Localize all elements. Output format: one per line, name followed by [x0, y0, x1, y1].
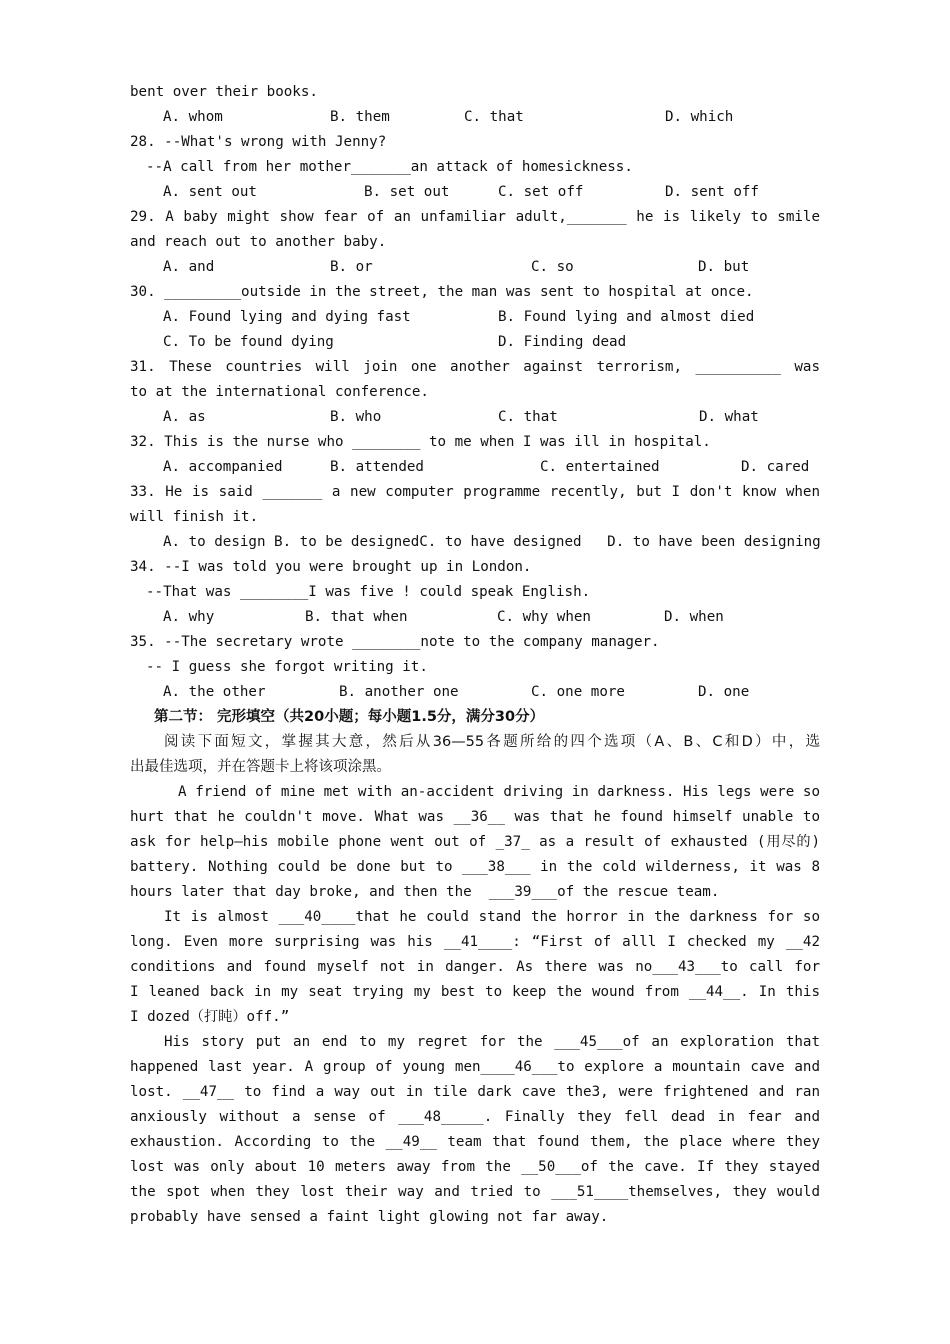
- option-d: D. Finding dead: [498, 334, 627, 350]
- option-d: D. cared: [741, 459, 810, 475]
- q29-options: [130, 255, 820, 280]
- option-d: D. one: [698, 684, 750, 700]
- passage-line: His story put an end to my regret for the ___45___of an exploration that: [164, 1034, 820, 1050]
- q30-options-row1: [130, 305, 820, 330]
- passage-line: long. Even more surprising was his __41____: “First of alll I checked my __42: [130, 934, 820, 950]
- section-instructions: 阅读下面短文，掌握其大意，然后从36—55各题所给的四个选项（A、B、C和D）中，选: [164, 734, 820, 750]
- question-32-stem: 32. This is the nurse who ________ to me when I was ill in hospital.: [130, 434, 711, 450]
- question-28-reply: --A call from her mother_______an attack of homesickness.: [146, 159, 633, 175]
- document-page: [130, 80, 820, 1230]
- option-a: A. why: [163, 609, 215, 625]
- question-28-stem: 28. --What's wrong with Jenny?: [130, 134, 387, 150]
- passage-line: I leaned back in my seat trying my best to keep the wound from __44__. In this: [130, 984, 820, 1000]
- passage-line: It is almost ___40____that he could stand the horror in the darkness for so: [164, 909, 820, 925]
- option-d: D. sent off: [665, 184, 759, 200]
- q33-options: [130, 530, 820, 555]
- section-title: 第二节： 完形填空（共20小题；每小题1.5分，满分30分）: [154, 709, 545, 725]
- option-c: C. entertained: [540, 459, 660, 475]
- option-c: C. that: [464, 109, 524, 125]
- option-c: C. To be found dying: [163, 334, 334, 350]
- option-c: C. one more: [531, 684, 625, 700]
- question-30-stem: 30. _________outside in the street, the man was sent to hospital at once.: [130, 284, 754, 300]
- option-b: B. them: [330, 109, 390, 125]
- question-34-stem: 34. --I was told you were brought up in London.: [130, 559, 532, 575]
- question-34-reply: --That was ________I was five ! could speak English.: [146, 584, 591, 600]
- passage-line: A friend of mine met with an-accident driving in darkness. His legs were so: [178, 784, 820, 800]
- option-a: A. Found lying and dying fast: [163, 309, 411, 325]
- option-d: D. which: [665, 109, 734, 125]
- option-a: A. and: [163, 259, 215, 275]
- section-instructions-cont: 出最佳选项，并在答题卡上将该项涂黑。: [130, 759, 391, 775]
- option-a: A. the other: [163, 684, 266, 700]
- passage-line: anxiously without a sense of ___48_____. Finally they fell dead in fear and: [130, 1109, 820, 1125]
- option-b: B. who: [330, 409, 382, 425]
- options-line: A. to design B. to be designedC. to have designed D. to have been designing: [163, 534, 821, 550]
- option-b: B. or: [330, 259, 373, 275]
- passage-line: probably have sensed a faint light glowing not far away.: [130, 1209, 609, 1225]
- passage-line: I dozed（打盹）off.”: [130, 1009, 290, 1025]
- option-a: A. whom: [163, 109, 223, 125]
- option-d: D. when: [664, 609, 724, 625]
- option-c: C. set off: [498, 184, 584, 200]
- passage-line: exhaustion. According to the __49__ team that found them, the place where they: [130, 1134, 820, 1150]
- passage-line: battery. Nothing could be done but to ___38___ in the cold wilderness, it was 8: [130, 859, 820, 875]
- option-c: C. why when: [497, 609, 591, 625]
- passage-line: hours later that day broke, and then the ___39___of the rescue team.: [130, 884, 720, 900]
- option-b: B. Found lying and almost died: [498, 309, 755, 325]
- q28-options: [130, 180, 820, 205]
- q34-options: [130, 605, 820, 630]
- passage-line: happened last year. A group of young men____46___to explore a mountain cave and: [130, 1059, 820, 1075]
- passage-line: ask for help—his mobile phone went out of _37_ as a result of exhausted (用尽的): [130, 834, 820, 850]
- question-29-cont: and reach out to another baby.: [130, 234, 387, 250]
- question-33-stem: 33. He is said _______ a new computer programme recently, but I don't know when: [130, 484, 820, 500]
- passage-line: the spot when they lost their way and tried to ___51____themselves, they would: [130, 1184, 820, 1200]
- option-d: D. what: [699, 409, 759, 425]
- q27-options: [130, 105, 820, 130]
- passage-line: conditions and found myself not in danger. As there was no___43___to call for: [130, 959, 820, 975]
- text-line: bent over their books.: [130, 84, 318, 100]
- q31-options: [130, 405, 820, 430]
- option-a: A. as: [163, 409, 206, 425]
- option-d: D. but: [698, 259, 750, 275]
- passage-line: lost. __47__ to find a way out in tile dark cave the3, were frightened and ran: [130, 1084, 820, 1100]
- question-31-stem: 31. These countries will join one another against terrorism, __________ was: [130, 359, 820, 375]
- question-35-stem: 35. --The secretary wrote ________note to the company manager.: [130, 634, 660, 650]
- option-b: B. that when: [305, 609, 408, 625]
- option-a: A. sent out: [163, 184, 257, 200]
- option-b: B. set out: [364, 184, 450, 200]
- q30-options-row2: [130, 330, 820, 355]
- q32-options: [130, 455, 820, 480]
- option-c: C. that: [498, 409, 558, 425]
- option-a: A. accompanied: [163, 459, 283, 475]
- option-b: B. attended: [330, 459, 424, 475]
- option-b: B. another one: [339, 684, 459, 700]
- q35-options: [130, 680, 820, 705]
- passage-line: hurt that he couldn't move. What was __36__ was that he found himself unable to: [130, 809, 820, 825]
- question-29-stem: 29. A baby might show fear of an unfamiliar adult,_______ he is likely to smile: [130, 209, 820, 225]
- passage-line: lost was only about 10 meters away from the __50___of the cave. If they stayed: [130, 1159, 820, 1175]
- option-c: C. so: [531, 259, 574, 275]
- question-33-cont: will finish it.: [130, 509, 259, 525]
- question-35-reply: -- I guess she forgot writing it.: [146, 659, 428, 675]
- question-31-cont: to at the international conference.: [130, 384, 429, 400]
